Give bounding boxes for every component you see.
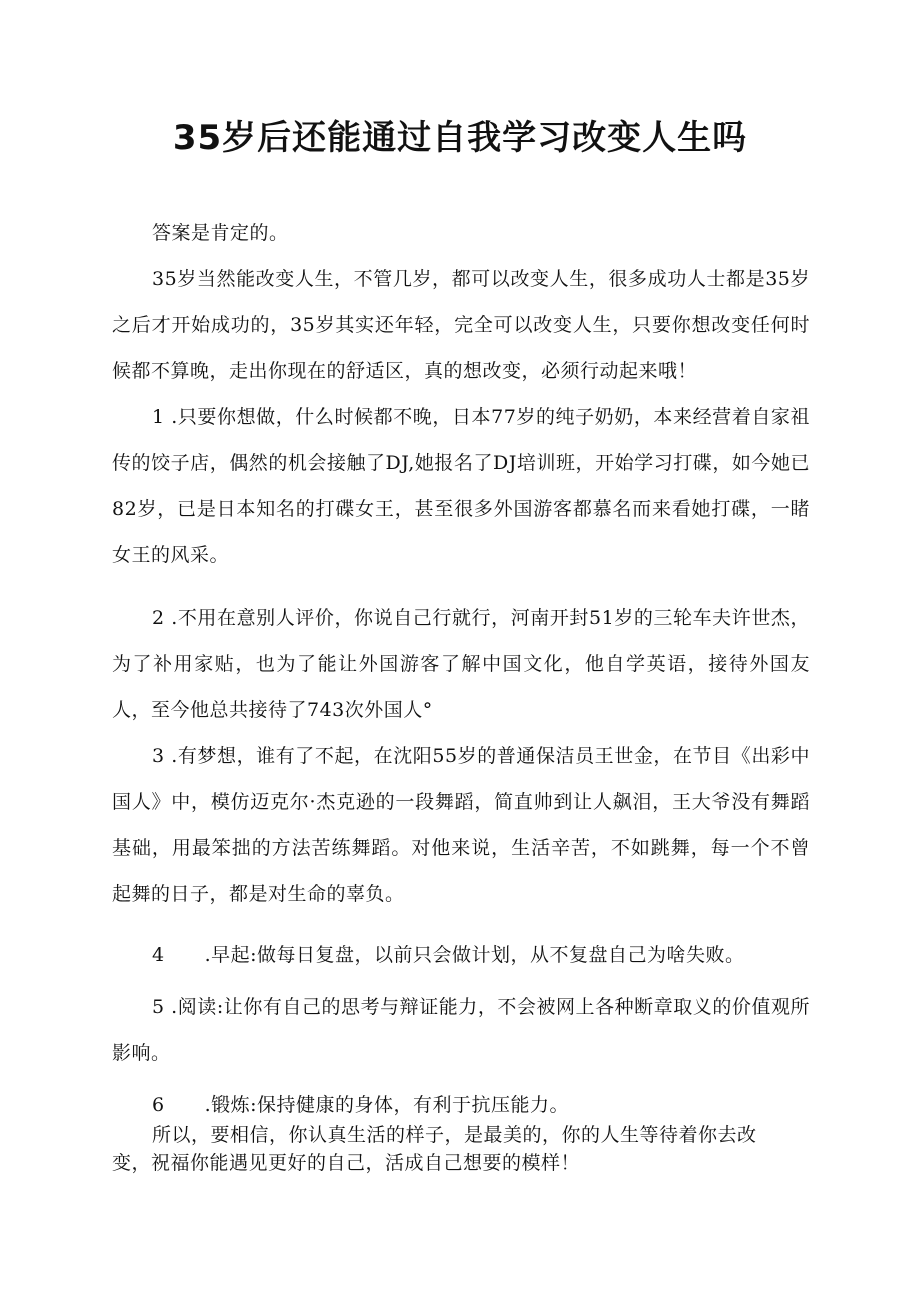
page-title: 35岁后还能通过自我学习改变人生吗 xyxy=(172,118,748,158)
item-6-number: 6 xyxy=(152,1094,165,1116)
paragraph-conclusion: 所以，要相信，你认真生活的样子，是最美的，你的人生等待着你去改变，祝福你能遇见更好的自己，活成自己想要的模样！ xyxy=(112,1124,757,1174)
paragraph-intro: 35岁当然能改变人生，不管几岁，都可以改变人生，很多成功人士都是35岁之后才开始成功的，35岁其实还年轻，完全可以改变人生，只要你想改变任何时候都不算晚，走出你现在的舒适区，真的想改变，必须行动起来哦！ xyxy=(112,268,810,382)
paragraph-item-3: 3 .有梦想，谁有了不起，在沈阳55岁的普通保洁员王世金，在节目《出彩中国人》中，模仿迈克尔·杰克逊的一段舞蹈，简直帅到让人飙泪，王大爷没有舞蹈基础，用最笨拙的方法苦练舞蹈。对他来说，生活辛苦，不如跳舞，每一个不曾起舞的日子，都是对生命的辜负。 xyxy=(112,745,810,905)
item-6-text: .锻炼:保持健康的身体，有利于抗压能力。 xyxy=(204,1094,570,1116)
paragraph-item-4 xyxy=(112,932,810,978)
paragraph-item-1: 1 .只要你想做，什么时候都不晚，日本77岁的纯子奶奶，本来经营着自家祖传的饺子店，偶然的机会接触了DJ,她报名了DJ培训班，开始学习打碟，如今她已82岁，已是日本知名的打碟女王，甚至很多外国游客都慕名而来看她打碟，一睹女王的风采。 xyxy=(112,406,810,566)
item-4-text: .早起:做每日复盘，以前只会做计划，从不复盘自己为啥失败。 xyxy=(204,944,745,966)
paragraph-answer: 答案是肯定的。 xyxy=(152,222,289,244)
item-4-number: 4 xyxy=(152,944,165,966)
paragraph-item-2: 2 .不用在意别人评价，你说自己行就行，河南开封51岁的三轮车夫许世杰，为了补用家贴，也为了能让外国游客了解中国文化，他自学英语，接待外国友人，至今他总共接待了743次外国人° xyxy=(112,607,810,721)
paragraph-item-5: 5 .阅读:让你有自己的思考与辩证能力，不会被网上各种断章取义的价值观所影响。 xyxy=(112,996,810,1064)
